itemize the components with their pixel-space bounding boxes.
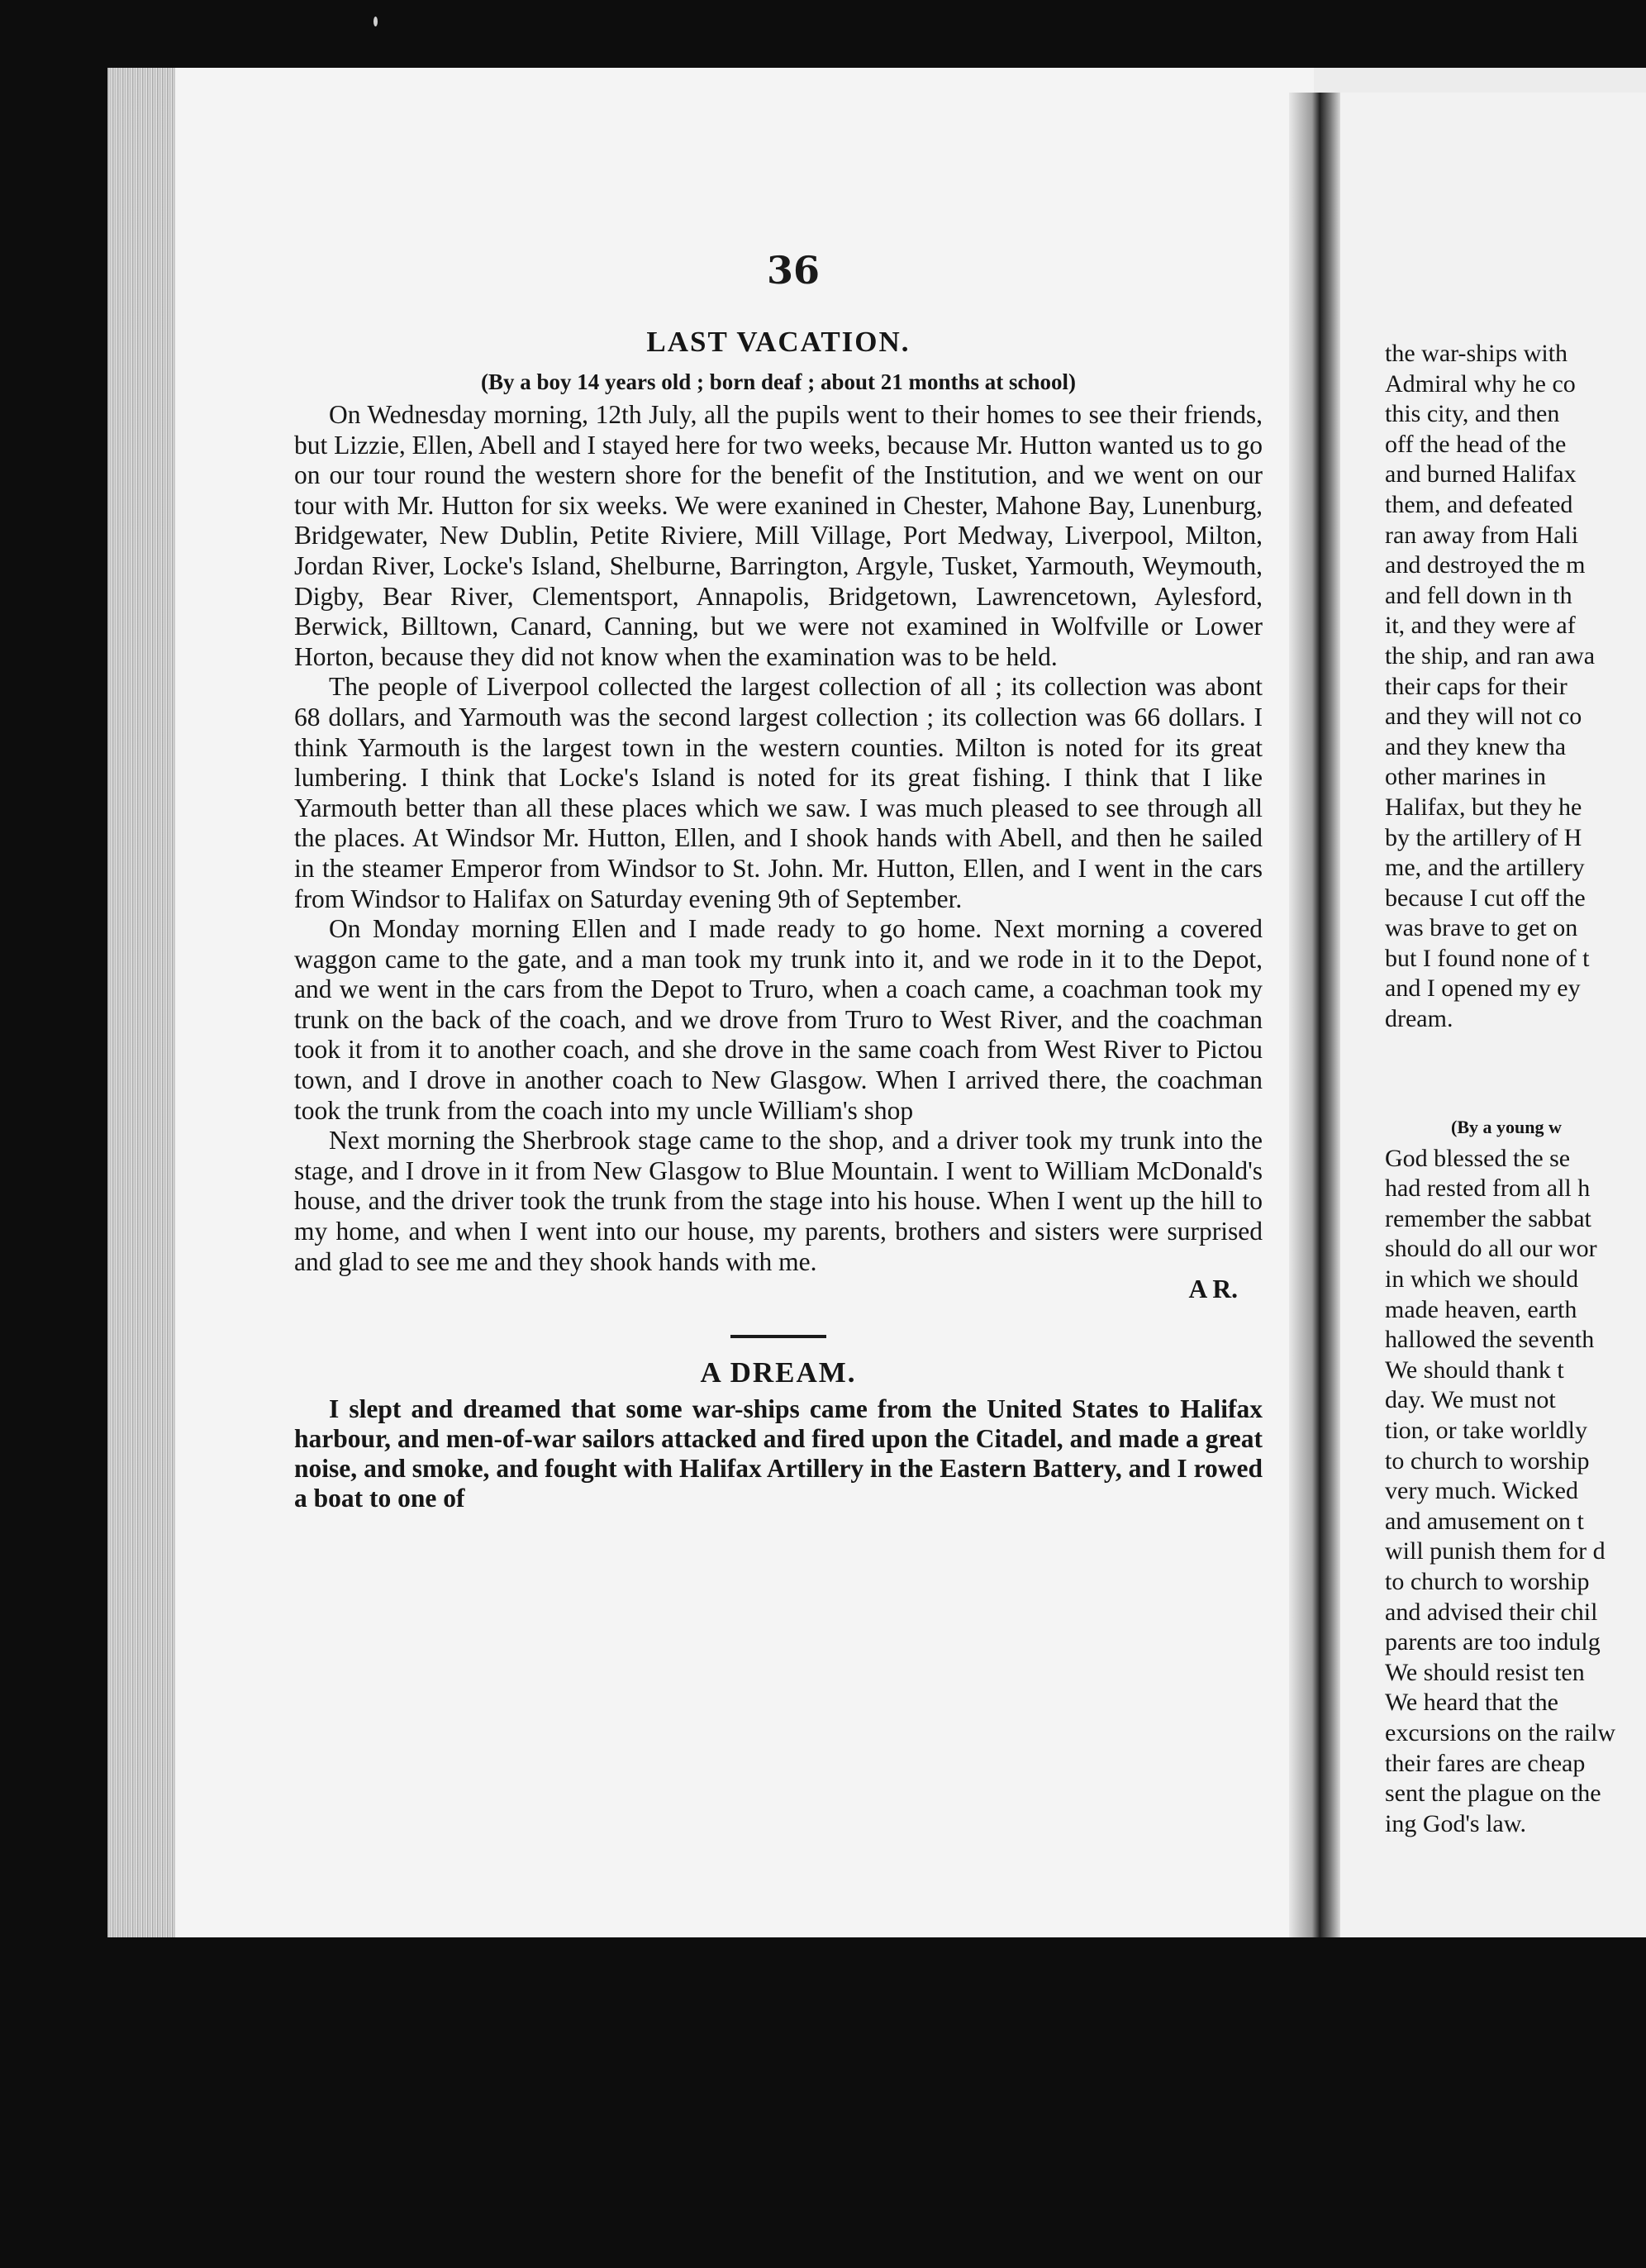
text-line: and burned Halifax [1385,460,1577,488]
text-line: and they will not co [1385,703,1582,731]
paragraph: I slept and dreamed that some war-ships came from the United States to Halifax harbour, and men-of-war sailors attacked and fired upon the Citadel, and made a great noise, and smoke, and fought with Halifax Artillery in the Eastern Battery, and I rowed a boat to one of [294,1394,1263,1513]
text-line: because I cut off the [1385,884,1586,912]
text-line: We should resist ten [1385,1658,1585,1686]
text-line: off the head of the [1385,430,1567,458]
text-line: remember the sabbat [1385,1204,1591,1232]
text-line: dream. [1385,1005,1453,1033]
text-line: to church to worship [1385,1446,1590,1475]
text-line: ran away from Hali [1385,521,1579,549]
text-line: the ship, and ran awa [1385,641,1596,669]
text-line: We should thank t [1385,1356,1564,1384]
text-line: excursions on the railw [1385,1718,1616,1746]
paragraph: On Monday morning Ellen and I made ready to go home. Next morning a covered waggon came to the gate, and a man took my trunk into it, and we rode in it to the Depot, and we went in the cars from the Depot to Truro, when a coach came, a coachman took my trunk on the back of the coach, and we drove from Truro to West River, and the coachman took it from it to another coach, and she drove in the same coach from West River to Pictou town, and I drove in another coach to New Glasgow. When I arrived there, the coachman took the trunk from the coach into my uncle William's shop [294,914,1263,1125]
text-line: and amusement on t [1385,1507,1584,1535]
text-line: and destroyed the m [1385,551,1586,579]
article-title: LAST VACATION. [646,326,911,358]
page-number: 36 [766,248,820,293]
text-line: parents are too indulg [1385,1628,1601,1656]
text-line: hallowed the seventh [1385,1326,1595,1354]
text-line: God blessed the se [1385,1144,1571,1172]
text-line: and fell down in th [1385,581,1572,609]
text-line: this city, and then [1385,400,1560,428]
article-signature: A R. [1188,1275,1238,1304]
text-line: their fares are cheap [1385,1749,1586,1777]
text-line: tion, or take worldly [1385,1417,1587,1444]
text-line: We heard that the [1385,1689,1558,1717]
text-line: other marines in [1385,763,1546,791]
text-line: will punish them for d [1385,1537,1606,1565]
text-line: their caps for their [1385,672,1568,700]
left-column [294,321,1263,1513]
right-column [1385,339,1646,1839]
text-line: ing God's law. [1385,1809,1526,1837]
text-line: had rested from all h [1385,1174,1591,1203]
text-line: should do all our wor [1385,1235,1597,1263]
text-line: by the artillery of H [1385,823,1582,851]
article-title: A DREAM. [700,1356,857,1389]
article-byline: (By a boy 14 years old ; born deaf ; about 21 months at school) [480,369,1077,394]
right-text-top [1385,339,1646,1035]
text-line: but I found none of t [1385,944,1590,972]
right-byline: (By a young w [1451,1116,1562,1137]
text-line: Admiral why he co [1385,369,1576,398]
text-line: it, and they were af [1385,612,1576,640]
text-line: Halifax, but they he [1385,793,1582,821]
text-line: day. We must not [1385,1386,1556,1414]
text-line: and they knew tha [1385,732,1567,760]
paragraph: On Wednesday morning, 12th July, all the pupils went to their homes to see their friends, but Lizzie, Ellen, Abell and I stayed here for two weeks, because Mr. Hutton wanted us to go on our tour round the western shore for the benefit of the Institution, and we went on our tour with Mr. Hutton for six weeks. We were exanined in Chester, Mahone Bay, Lunenburg, Bridgewater, New Dublin, Petite Riviere, Mill Village, Port Medway, Liverpool, Milton, Jordan River, Locke's Island, Shelburne, Barrington, Argyle, Tusket, Yarmouth, Weymouth, Digby, Bear River, Clementsport, Annapolis, Bridgetown, Lawrencetown, Aylesford, Berwick, Billtown, Canard, Canning, but we were not examined in Wolfville or Lower Horton, because they did not know when the examination was to be held. [294,400,1263,671]
text-line: to church to worship [1385,1567,1590,1595]
text-line: made heaven, earth [1385,1295,1577,1323]
text-line: them, and defeated [1385,490,1573,518]
paragraph: Next morning the Sherbrook stage came to the shop, and a driver took my trunk into the stage, and I drove in it from New Glasgow to Blue Mountain. I went to William McDonald's house, and the driver took the trunk from the stage into his house. When I went up the hill to my home, and when I went into our house, my parents, brothers and sisters were surprised and glad to see me and they shook hands with me. [294,1126,1263,1276]
text-line: and advised their chil [1385,1598,1598,1626]
text-line: me, and the artillery [1385,854,1585,882]
paragraph: The people of Liverpool collected the largest collection of all ; its collection was abont 68 dollars, and Yarmouth was the second largest collection ; its collection was 66 dollars. I think Yarmouth is the largest town in the western counties. Milton is noted for its great lumbering. I think that Locke's Island is noted for its great fishing. I think that I like Yarmouth better than all these places which we saw. I was much pleased to see through all the places. At Windsor Mr. Hutton, Ellen, and I shook hands with Abell, and then he sailed in the steamer Emperor from Windsor to St. John. Mr. Hutton, Ellen, and I went in the cars from Windsor to Halifax on Saturday evening 9th of September. [294,672,1263,913]
text-line: in which we should [1385,1265,1579,1294]
book-spine [1289,93,1340,1937]
right-text-bottom [1385,1144,1646,1840]
text-line: sent the plague on the [1385,1780,1601,1808]
scan-speck [373,17,378,26]
text-line: the war-ships with [1385,340,1568,367]
text-line: was brave to get on [1385,914,1578,942]
section-divider [730,1335,826,1338]
page-edges [107,68,175,1937]
spacer [1385,1035,1646,1111]
text-line: very much. Wicked [1385,1477,1578,1505]
text-line: and I opened my ey [1385,974,1581,1003]
